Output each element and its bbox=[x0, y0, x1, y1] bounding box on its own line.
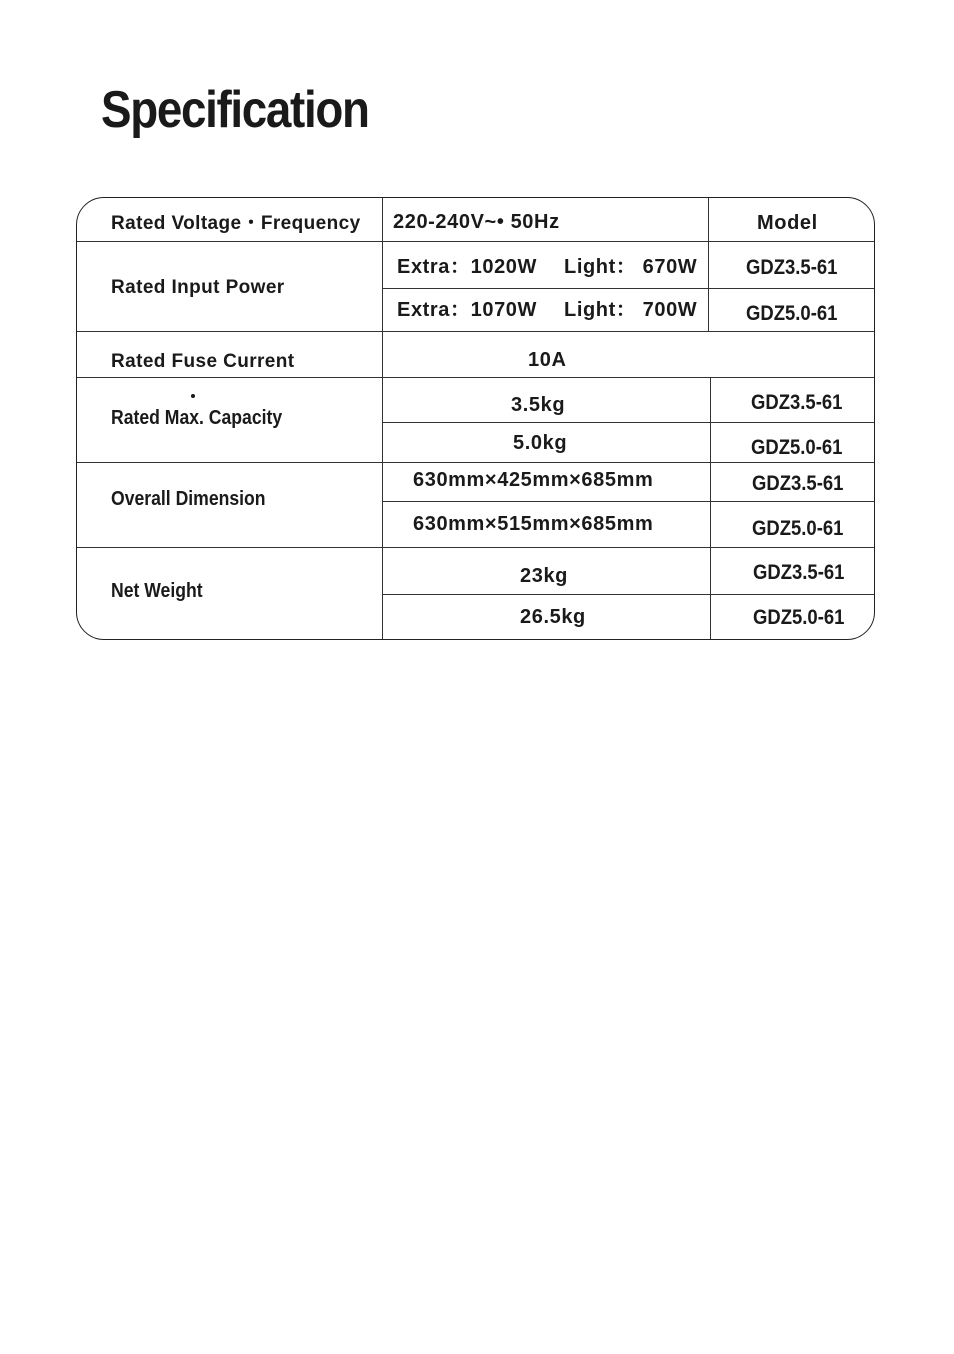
page-title: Specification bbox=[101, 81, 369, 139]
row-divider bbox=[77, 547, 874, 548]
model-cell: GDZ5.0-61 bbox=[746, 302, 838, 325]
model-cell: GDZ3.5-61 bbox=[752, 472, 844, 495]
model-cell: GDZ5.0-61 bbox=[752, 517, 844, 540]
row-divider bbox=[77, 241, 874, 242]
bullet-mark bbox=[191, 394, 195, 398]
net-weight-label: Net Weight bbox=[111, 580, 203, 602]
row-divider bbox=[77, 462, 874, 463]
net-weight-value: 26.5kg bbox=[520, 606, 586, 628]
rated-fuse-current-value: 10A bbox=[528, 349, 567, 371]
dimension-value: 630mm×425mm×685mm bbox=[413, 469, 654, 491]
rated-input-power-label: Rated Input Power bbox=[111, 277, 285, 298]
input-power-extra-value: Extra：1070W bbox=[397, 299, 537, 321]
row-divider bbox=[77, 377, 874, 378]
rated-voltage-frequency-value: 220-240V~• 50Hz bbox=[393, 211, 560, 233]
model-column-header: Model bbox=[757, 212, 818, 234]
model-cell: GDZ3.5-61 bbox=[751, 391, 843, 414]
row-divider bbox=[382, 594, 874, 595]
input-power-light-value: Light： 700W bbox=[564, 299, 698, 321]
row-divider bbox=[382, 288, 874, 289]
model-cell: GDZ3.5-61 bbox=[746, 256, 838, 279]
model-cell: GDZ5.0-61 bbox=[751, 436, 843, 459]
rated-voltage-frequency-label: Rated Voltage・Frequency bbox=[111, 213, 361, 234]
input-power-light-value: Light： 670W bbox=[564, 256, 698, 278]
rated-max-capacity-label: Rated Max. Capacity bbox=[111, 407, 283, 429]
overall-dimension-label: Overall Dimension bbox=[111, 488, 266, 510]
capacity-value: 3.5kg bbox=[511, 394, 566, 416]
model-cell: GDZ3.5-61 bbox=[753, 561, 845, 584]
column-divider bbox=[710, 377, 711, 639]
capacity-value: 5.0kg bbox=[513, 432, 568, 454]
dimension-value: 630mm×515mm×685mm bbox=[413, 513, 654, 535]
column-divider bbox=[382, 198, 383, 639]
model-cell: GDZ5.0-61 bbox=[753, 606, 845, 629]
column-divider bbox=[708, 198, 709, 331]
row-divider bbox=[382, 501, 874, 502]
input-power-extra-value: Extra：1020W bbox=[397, 256, 537, 278]
net-weight-value: 23kg bbox=[520, 565, 568, 587]
row-divider bbox=[77, 331, 874, 332]
rated-fuse-current-label: Rated Fuse Current bbox=[111, 351, 295, 372]
row-divider bbox=[382, 422, 874, 423]
spec-table bbox=[76, 197, 875, 640]
